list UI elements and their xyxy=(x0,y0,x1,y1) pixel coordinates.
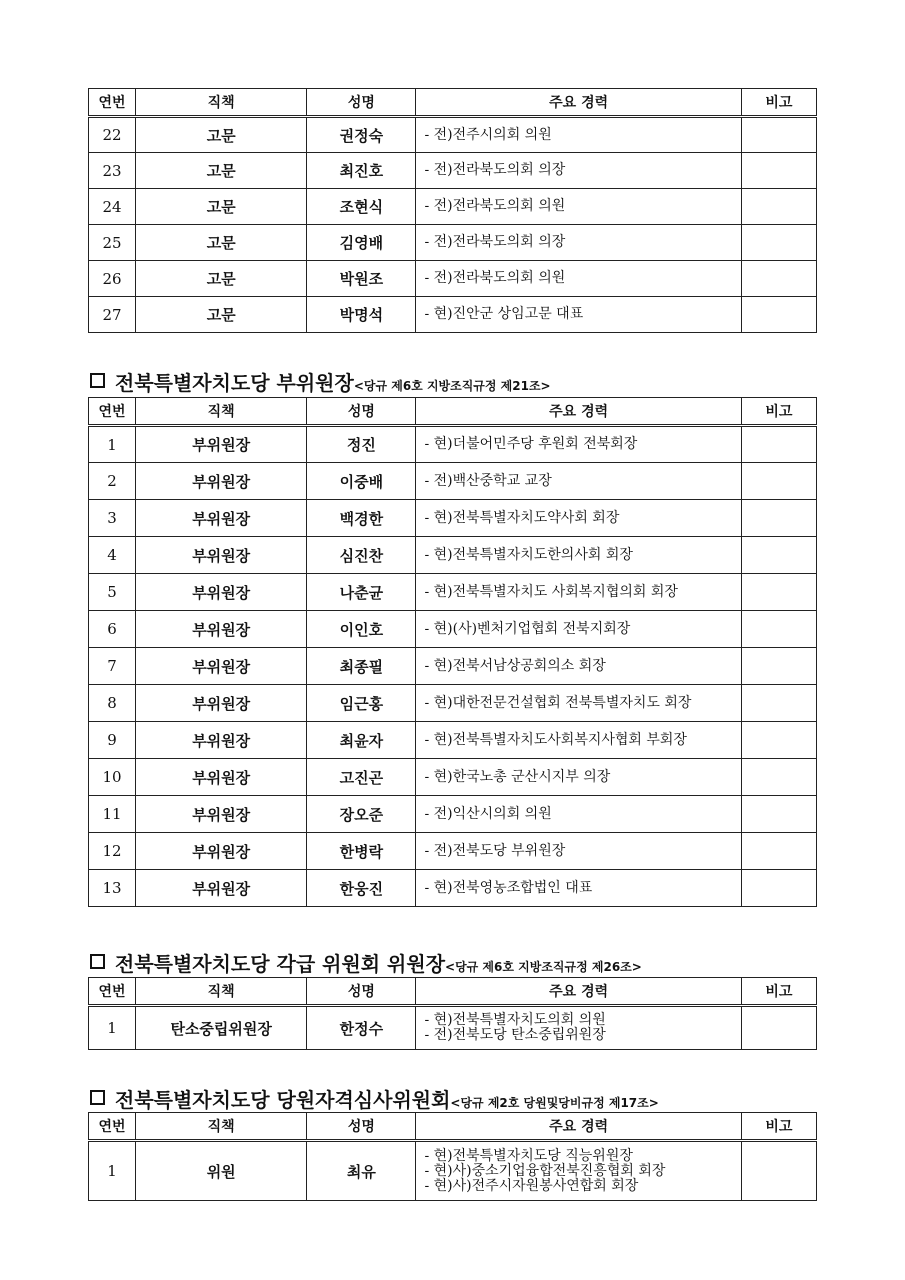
career-line: - 현)전북영농조합법인 대표 xyxy=(424,879,593,896)
cell-remark xyxy=(741,261,816,297)
col-header-career: 주요 경력 xyxy=(416,398,741,426)
cell-role: 부위원장 xyxy=(136,574,307,611)
table-row xyxy=(89,796,817,833)
cell-remark xyxy=(741,153,816,189)
career-line: - 전)전북도당 부위원장 xyxy=(424,842,566,859)
table-row xyxy=(89,153,817,189)
cell-no: 6 xyxy=(89,611,136,648)
table-row xyxy=(89,574,817,611)
cell-career xyxy=(416,759,741,796)
cell-career xyxy=(416,153,741,189)
cell-remark xyxy=(741,722,816,759)
cell-no: 3 xyxy=(89,500,136,537)
cell-remark xyxy=(741,833,816,870)
cell-no: 27 xyxy=(89,297,136,333)
cell-remark xyxy=(741,648,816,685)
col-header-no: 연번 xyxy=(89,978,136,1006)
career-line: - 현)(사)벤처기업협회 전북지회장 xyxy=(424,620,631,637)
cell-role: 위원 xyxy=(136,1141,307,1201)
cell-career xyxy=(416,500,741,537)
cell-career xyxy=(416,463,741,500)
cell-name: 한웅진 xyxy=(307,870,416,907)
career-line: - 전)익산시의회 의원 xyxy=(424,805,552,822)
cell-role: 부위원장 xyxy=(136,796,307,833)
cell-name: 이인호 xyxy=(307,611,416,648)
cell-name: 백경한 xyxy=(307,500,416,537)
table-header-row xyxy=(89,89,817,117)
cell-remark xyxy=(741,611,816,648)
col-header-name: 성명 xyxy=(307,398,416,426)
cell-no: 1 xyxy=(89,1006,136,1050)
table-row xyxy=(89,117,817,153)
committee-chair-table xyxy=(88,977,817,1050)
cell-name: 최진호 xyxy=(307,153,416,189)
cell-career xyxy=(416,574,741,611)
col-header-no: 연번 xyxy=(89,1113,136,1141)
cell-name: 이중배 xyxy=(307,463,416,500)
cell-role: 부위원장 xyxy=(136,722,307,759)
career-line: - 현)사)전주시자원봉사연합회 회장 xyxy=(424,1177,639,1194)
cell-no: 10 xyxy=(89,759,136,796)
col-header-role: 직책 xyxy=(136,398,307,426)
cell-no: 1 xyxy=(89,1141,136,1201)
cell-career xyxy=(416,870,741,907)
career-line: - 전)전라북도의회 의원 xyxy=(424,270,566,286)
cell-role: 부위원장 xyxy=(136,500,307,537)
table-row xyxy=(89,759,817,796)
cell-career xyxy=(416,611,741,648)
cell-remark xyxy=(741,500,816,537)
cell-role: 부위원장 xyxy=(136,833,307,870)
cell-no: 24 xyxy=(89,189,136,225)
cell-remark xyxy=(741,225,816,261)
career-line: - 현)한국노총 군산시지부 의장 xyxy=(424,768,611,785)
col-header-remark: 비고 xyxy=(741,1113,816,1141)
cell-role: 고문 xyxy=(136,189,307,225)
col-header-remark: 비고 xyxy=(741,978,816,1006)
section-note: <당규 제6호 지방조직규정 제26조> xyxy=(445,960,642,974)
cell-name: 김영배 xyxy=(307,225,416,261)
col-header-name: 성명 xyxy=(307,1113,416,1141)
cell-no: 7 xyxy=(89,648,136,685)
cell-career xyxy=(416,189,741,225)
table-row xyxy=(89,225,817,261)
career-line: - 전)전라북도의회 의장 xyxy=(424,162,566,178)
cell-name: 박명석 xyxy=(307,297,416,333)
cell-career xyxy=(416,685,741,722)
cell-role: 고문 xyxy=(136,153,307,189)
cell-remark xyxy=(741,796,816,833)
cell-no: 25 xyxy=(89,225,136,261)
cell-no: 2 xyxy=(89,463,136,500)
cell-remark xyxy=(741,574,816,611)
cell-role: 부위원장 xyxy=(136,611,307,648)
cell-name: 권정숙 xyxy=(307,117,416,153)
cell-remark xyxy=(741,759,816,796)
cell-career xyxy=(416,722,741,759)
cell-role: 부위원장 xyxy=(136,537,307,574)
career-line: - 현)사)중소기업융합전북진흥협회 회장 xyxy=(424,1162,666,1179)
table-row xyxy=(89,685,817,722)
section-heading-committee-chair xyxy=(90,948,642,977)
cell-role: 고문 xyxy=(136,297,307,333)
checkbox-square-icon xyxy=(90,954,105,969)
cell-career xyxy=(416,426,741,463)
cell-role: 부위원장 xyxy=(136,463,307,500)
career-line: - 현)전북서남상공회의소 회장 xyxy=(424,657,606,674)
cell-role: 부위원장 xyxy=(136,759,307,796)
cell-career xyxy=(416,1141,741,1201)
cell-no: 5 xyxy=(89,574,136,611)
table-row xyxy=(89,463,817,500)
cell-remark xyxy=(741,870,816,907)
cell-name: 최유 xyxy=(307,1141,416,1201)
table-header-row xyxy=(89,398,817,426)
cell-role: 고문 xyxy=(136,261,307,297)
cell-name: 박원조 xyxy=(307,261,416,297)
cell-name: 고진곤 xyxy=(307,759,416,796)
cell-remark xyxy=(741,1006,816,1050)
col-header-no: 연번 xyxy=(89,398,136,426)
cell-remark xyxy=(741,189,816,225)
table-row xyxy=(89,611,817,648)
cell-career xyxy=(416,225,741,261)
cell-name: 심진찬 xyxy=(307,537,416,574)
checkbox-square-icon xyxy=(90,373,105,388)
col-header-role: 직책 xyxy=(136,89,307,117)
cell-name: 한정수 xyxy=(307,1006,416,1050)
table-row xyxy=(89,261,817,297)
cell-career xyxy=(416,297,741,333)
career-line: - 현)전북특별자치도사회복지사협회 부회장 xyxy=(424,731,687,748)
col-header-career: 주요 경력 xyxy=(416,978,741,1006)
table-row xyxy=(89,426,817,463)
career-line: - 전)전라북도의회 의장 xyxy=(424,234,566,250)
career-line: - 현)진안군 상임고문 대표 xyxy=(424,306,584,322)
cell-name: 조현식 xyxy=(307,189,416,225)
cell-role: 부위원장 xyxy=(136,648,307,685)
cell-role: 부위원장 xyxy=(136,426,307,463)
section-heading-vice-chair xyxy=(90,367,551,396)
cell-role: 부위원장 xyxy=(136,685,307,722)
career-line: - 전)전주시의회 의원 xyxy=(424,126,552,143)
cell-role: 탄소중립위원장 xyxy=(136,1006,307,1050)
cell-no: 1 xyxy=(89,426,136,463)
cell-no: 4 xyxy=(89,537,136,574)
career-line: - 현)전북특별자치도약사회 회장 xyxy=(424,509,620,526)
section-note: <당규 제2호 당원및당비규정 제17조> xyxy=(450,1096,659,1110)
cell-name: 한병락 xyxy=(307,833,416,870)
section-title: 전북특별자치도당 부위원장 xyxy=(115,371,354,395)
cell-remark xyxy=(741,685,816,722)
section-title: 전북특별자치도당 각급 위원회 위원장 xyxy=(115,952,446,976)
section-heading-membership-review xyxy=(90,1084,659,1113)
table-header-row xyxy=(89,1113,817,1141)
col-header-role: 직책 xyxy=(136,1113,307,1141)
cell-name: 정진 xyxy=(307,426,416,463)
table-row xyxy=(89,189,817,225)
table-header-row xyxy=(89,978,817,1006)
cell-name: 최윤자 xyxy=(307,722,416,759)
cell-remark xyxy=(741,463,816,500)
cell-career xyxy=(416,796,741,833)
col-header-role: 직책 xyxy=(136,978,307,1006)
advisor-table xyxy=(88,88,817,333)
col-header-remark: 비고 xyxy=(741,398,816,426)
table-row xyxy=(89,297,817,333)
career-line: - 전)백산중학교 교장 xyxy=(424,472,552,489)
cell-career xyxy=(416,1006,741,1050)
cell-role: 고문 xyxy=(136,117,307,153)
cell-no: 11 xyxy=(89,796,136,833)
cell-role: 고문 xyxy=(136,225,307,261)
career-line: - 현)전북특별자치도당 직능위원장 xyxy=(424,1147,633,1164)
col-header-name: 성명 xyxy=(307,978,416,1006)
checkbox-square-icon xyxy=(90,1090,105,1105)
cell-name: 임근홍 xyxy=(307,685,416,722)
section-note: <당규 제6호 지방조직규정 제21조> xyxy=(353,379,551,393)
col-header-no: 연번 xyxy=(89,89,136,117)
cell-no: 9 xyxy=(89,722,136,759)
vice-chair-table xyxy=(88,397,817,907)
cell-career xyxy=(416,833,741,870)
cell-career xyxy=(416,261,741,297)
cell-remark xyxy=(741,117,816,153)
table-row xyxy=(89,722,817,759)
career-line: - 현)더불어민주당 후원회 전북회장 xyxy=(424,436,638,452)
cell-career xyxy=(416,537,741,574)
cell-name: 나춘균 xyxy=(307,574,416,611)
cell-no: 12 xyxy=(89,833,136,870)
table-row xyxy=(89,1141,817,1201)
cell-remark xyxy=(741,426,816,463)
table-row xyxy=(89,537,817,574)
cell-no: 22 xyxy=(89,117,136,153)
cell-no: 26 xyxy=(89,261,136,297)
career-line: - 현)대한전문건설협회 전북특별자치도 회장 xyxy=(424,694,692,711)
membership-review-table xyxy=(88,1112,817,1201)
cell-remark xyxy=(741,1141,816,1201)
cell-name: 최종필 xyxy=(307,648,416,685)
table-row xyxy=(89,648,817,685)
table-row xyxy=(89,833,817,870)
section-title: 전북특별자치도당 당원자격심사위원회 xyxy=(115,1088,451,1112)
col-header-remark: 비고 xyxy=(741,89,816,117)
career-line: - 현)전북특별자치도 사회복지협의회 회장 xyxy=(424,583,678,600)
cell-career xyxy=(416,117,741,153)
cell-name: 장오준 xyxy=(307,796,416,833)
career-line: - 전)전북도당 탄소중립위원장 xyxy=(424,1027,606,1043)
table-row xyxy=(89,870,817,907)
cell-remark xyxy=(741,297,816,333)
career-line: - 현)전북특별자치도의회 의원 xyxy=(424,1012,606,1028)
cell-role: 부위원장 xyxy=(136,870,307,907)
col-header-name: 성명 xyxy=(307,89,416,117)
table-row xyxy=(89,500,817,537)
career-line: - 현)전북특별자치도한의사회 회장 xyxy=(424,546,633,563)
career-line: - 전)전라북도의회 의원 xyxy=(424,198,566,214)
cell-no: 23 xyxy=(89,153,136,189)
cell-career xyxy=(416,648,741,685)
col-header-career: 주요 경력 xyxy=(416,1113,741,1141)
cell-no: 13 xyxy=(89,870,136,907)
cell-no: 8 xyxy=(89,685,136,722)
cell-remark xyxy=(741,537,816,574)
col-header-career: 주요 경력 xyxy=(416,89,741,117)
table-row xyxy=(89,1006,817,1050)
